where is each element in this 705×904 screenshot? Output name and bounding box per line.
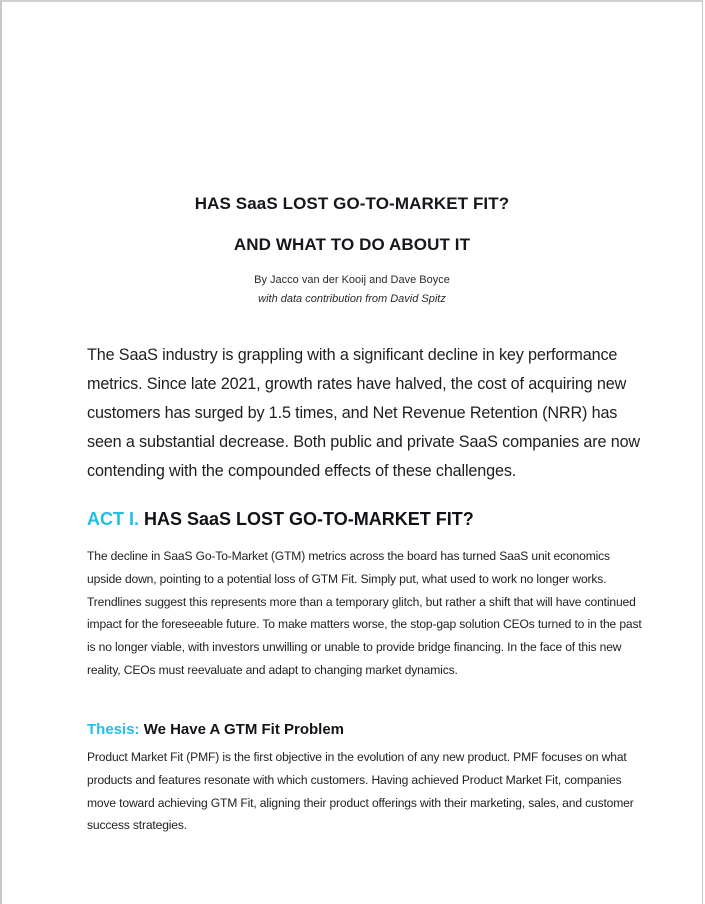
section-body-paragraph: The decline in SaaS Go-To-Market (GTM) metrics across the board has turned SaaS unit economics upside down, pointing to a potential loss of GTM Fit. Simply put, what used to work no longer works. Trendlines suggest this represents more than a temporary glitch, but rather a shift that will have continued impact for the foreseeable future. To make matters worse, the stop-gap solution CEOs turned to in the past is no longer viable, with investors unwilling or unable to provide bridge financing. In the face of this new reality, CEOs must reevaluate and adapt to changing market dynamics. (87, 549, 642, 677)
document-title: HAS SaaS LOST GO-TO-MARKET FIT? (194, 194, 510, 213)
document-subtitle: AND WHAT TO DO ABOUT IT (233, 235, 471, 254)
subsection-label: Thesis: (87, 721, 140, 738)
subsection-body-paragraph: Product Market Fit (PMF) is the first objective in the evolution of any new product. PMF focuses on what products and features resonate with which customers. Having achieved Product Market Fit, companies move toward achieving GTM Fit, aligning their product offerings with their marketing, sales, and customer success strategies. (87, 750, 634, 833)
section-label: ACT I. (87, 509, 139, 529)
section-heading-act-1 (87, 509, 474, 530)
subsection-heading-text: We Have A GTM Fit Problem (143, 721, 344, 738)
data-contribution-credit: with data contribution from David Spitz (258, 293, 446, 305)
intro-paragraph: The SaaS industry is grappling with a significant decline in key performance metrics. Since late 2021, growth rates have halved, the cost of acquiring new customers has surged by 1.5 times, and Net Revenue Retention (NRR) has seen a substantial decrease. Both public and private SaaS companies are now contending with the compounded effects of these challenges. (87, 346, 640, 480)
section-heading-text: HAS SaaS LOST GO-TO-MARKET FIT? (144, 509, 474, 529)
author-byline: By Jacco van der Kooij and Dave Boyce (254, 274, 450, 286)
subsection-heading-thesis (87, 721, 344, 738)
